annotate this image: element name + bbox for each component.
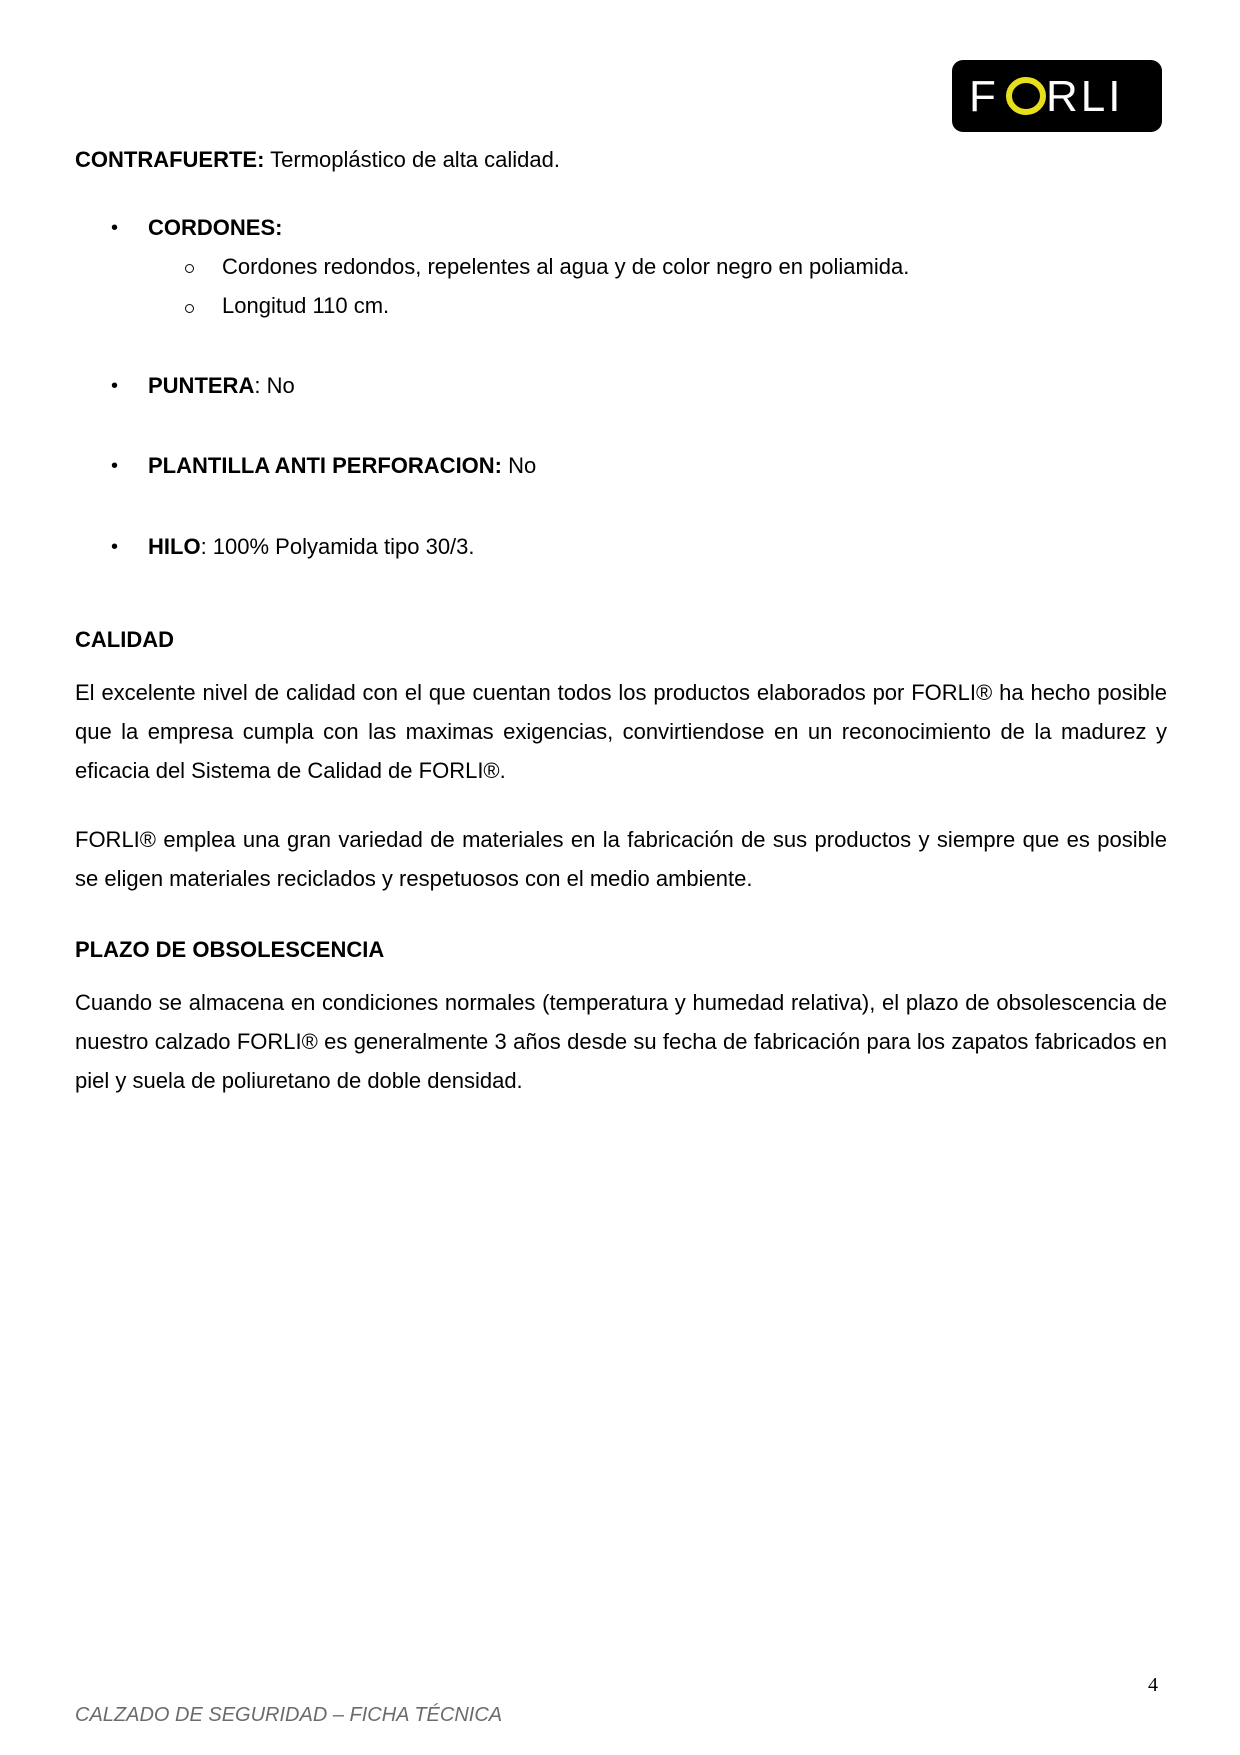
calidad-paragraph: FORLI® emplea una gran variedad de materiales en la fabricación de sus productos y siempre que es posible se eligen materiales reciclados y respetuosos con el medio ambiente.	[75, 827, 1167, 891]
forli-logo-graphic	[952, 60, 1162, 132]
page-number: 4	[1148, 1674, 1158, 1696]
contrafuerte-value: Termoplástico de alta calidad.	[264, 147, 560, 172]
cordones-line	[148, 214, 282, 242]
bullet-icon: •	[111, 375, 119, 397]
logo-letters-rli: RLI	[1046, 72, 1124, 121]
hilo-label: HILO	[148, 534, 201, 559]
forli-logo	[952, 60, 1162, 132]
hilo-value: : 100% Polyamida tipo 30/3.	[200, 534, 475, 559]
puntera-label: PUNTERA	[148, 373, 255, 398]
circle-bullet-icon	[185, 304, 194, 313]
plantilla-value: No	[502, 453, 537, 478]
puntera-value: : No	[254, 373, 295, 398]
cordones-label: CORDONES:	[148, 215, 283, 240]
calidad-paragraph: El excelente nivel de calidad con el que cuentan todos los productos elaborados por FORLI® ha hecho posible que la empresa cumpla con las maximas exigencias, convirtiendose en un reconocimiento de la madurez y eficacia del Sistema de Calidad de FORLI®.	[75, 680, 1167, 783]
logo-ring-icon	[1009, 80, 1043, 112]
cordones-sub-item: Longitud 110 cm.	[222, 293, 390, 318]
bullet-icon: •	[111, 455, 119, 477]
logo-letter-f: F	[969, 72, 996, 121]
circle-bullet-icon	[185, 264, 194, 273]
plantilla-line	[148, 452, 536, 480]
plantilla-label: PLANTILLA ANTI PERFORACION:	[148, 453, 503, 478]
calidad-heading: CALIDAD	[75, 627, 174, 652]
puntera-line	[148, 372, 295, 400]
footer-text: CALZADO DE SEGURIDAD – FICHA TÉCNICA	[75, 1704, 503, 1726]
obsolescencia-heading: PLAZO DE OBSOLESCENCIA	[75, 937, 385, 962]
bullet-icon: •	[111, 217, 119, 239]
contrafuerte-line	[75, 146, 560, 174]
obsolescencia-paragraph: Cuando se almacena en condiciones normales (temperatura y humedad relativa), el plazo de obsolescencia de nuestro calzado FORLI® es generalmente 3 años desde su fecha de fabricación para los zapatos fabricados en piel y suela de poliuretano de doble densidad.	[75, 990, 1167, 1093]
contrafuerte-label: CONTRAFUERTE:	[75, 147, 265, 172]
hilo-line	[148, 533, 475, 561]
bullet-icon: •	[111, 536, 119, 558]
cordones-sub-item: Cordones redondos, repelentes al agua y de color negro en poliamida.	[222, 254, 910, 279]
